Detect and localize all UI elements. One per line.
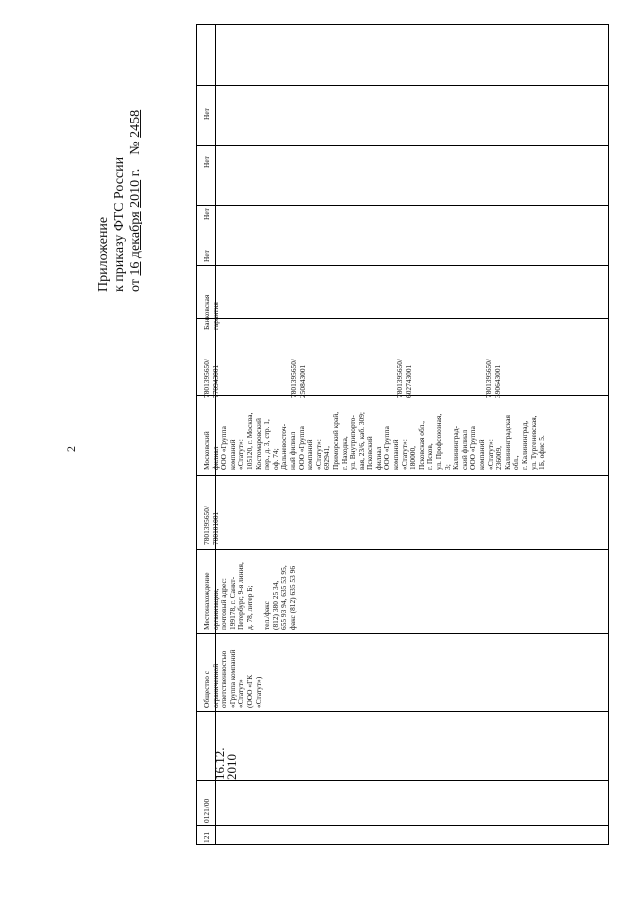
order-date-line (128, 110, 144, 292)
cell-org-name: Общество с ограниченной ответственностью «Группа компаний «Статут» (ООО «ГК «Статут») (202, 649, 263, 708)
order-prefix: к приказу ФТС России (112, 156, 127, 292)
appendix-header (96, 110, 144, 292)
order-reference (112, 110, 128, 292)
cell-branch-inn-1: 7801395650/ 770943001 (202, 358, 220, 398)
appendix-title: Приложение (96, 216, 111, 292)
cell-date: 16.12. 2010 (212, 747, 239, 780)
cell-col-a: Нет (202, 250, 211, 262)
date-from: от (128, 279, 143, 292)
column-divider (197, 711, 608, 712)
order-day: 16 (128, 261, 143, 276)
column-divider (197, 85, 608, 86)
column-divider (197, 549, 608, 550)
order-year-suffix: г. (128, 168, 143, 177)
order-number: 2458 (128, 109, 143, 138)
page-number: 2 (64, 446, 78, 452)
column-divider (197, 145, 608, 146)
cell-branch-inn-2: 7801395650/ 250843001 (289, 358, 307, 398)
column-divider (197, 318, 608, 319)
cell-address: Местонахождение организации, почтовый адрес: 199178, г. Санкт- Петербург, 9-я линия, д. 78, литер Б; тел./факс (812) 380 25 34, 655 93 94, 635 53 95, факс (812) 635 53 96 (202, 562, 297, 630)
order-year: 2010 (128, 179, 143, 208)
order-month: декабря (128, 211, 143, 259)
cell-branch-inn-3: 7801395650/ 602743001 (395, 358, 413, 398)
cell-col-b: Нет (202, 208, 211, 220)
column-divider (197, 205, 608, 206)
number-sign: № (128, 141, 143, 155)
column-divider (197, 780, 608, 781)
column-divider (197, 475, 608, 476)
cell-col-d: Нет (202, 108, 211, 120)
column-divider (197, 265, 608, 266)
cell-branch-inn-4: 7801395650/ 390643001 (484, 358, 502, 398)
column-divider (197, 825, 608, 826)
cell-guarantee: Банковская гарантия (202, 294, 220, 330)
column-divider (197, 633, 608, 634)
cell-col-c: Нет (202, 156, 211, 168)
cell-code: 0121/00 (202, 798, 211, 823)
cell-inn-kpp: 7801395650/ 780101001 (202, 505, 220, 545)
cell-index: 121 (202, 831, 211, 843)
cell-branches: Московский филиал ООО «Группа компаний «Статут»: 105120, г. Москва, Костомаровский пер., д. 3, стр. 1, оф. 74; Дальневосточ- ный филиал ООО «Группа компаний «Статут»: 692941, Приморский край, г. Находка, ул. Внутрипорто- вая, 23/6, каб. 309; Псковский филиал ООО «Группа компаний «Статут»: 180000, Псковская обл., г. Псков, ул. Профсоюзная, 3; Калининград- ский филиал ООО «Группа компаний «Статут»: 236009, Калининградская обл., г. Калининград, ул. Тургеневская, 1Б, офис 5. (202, 411, 547, 470)
